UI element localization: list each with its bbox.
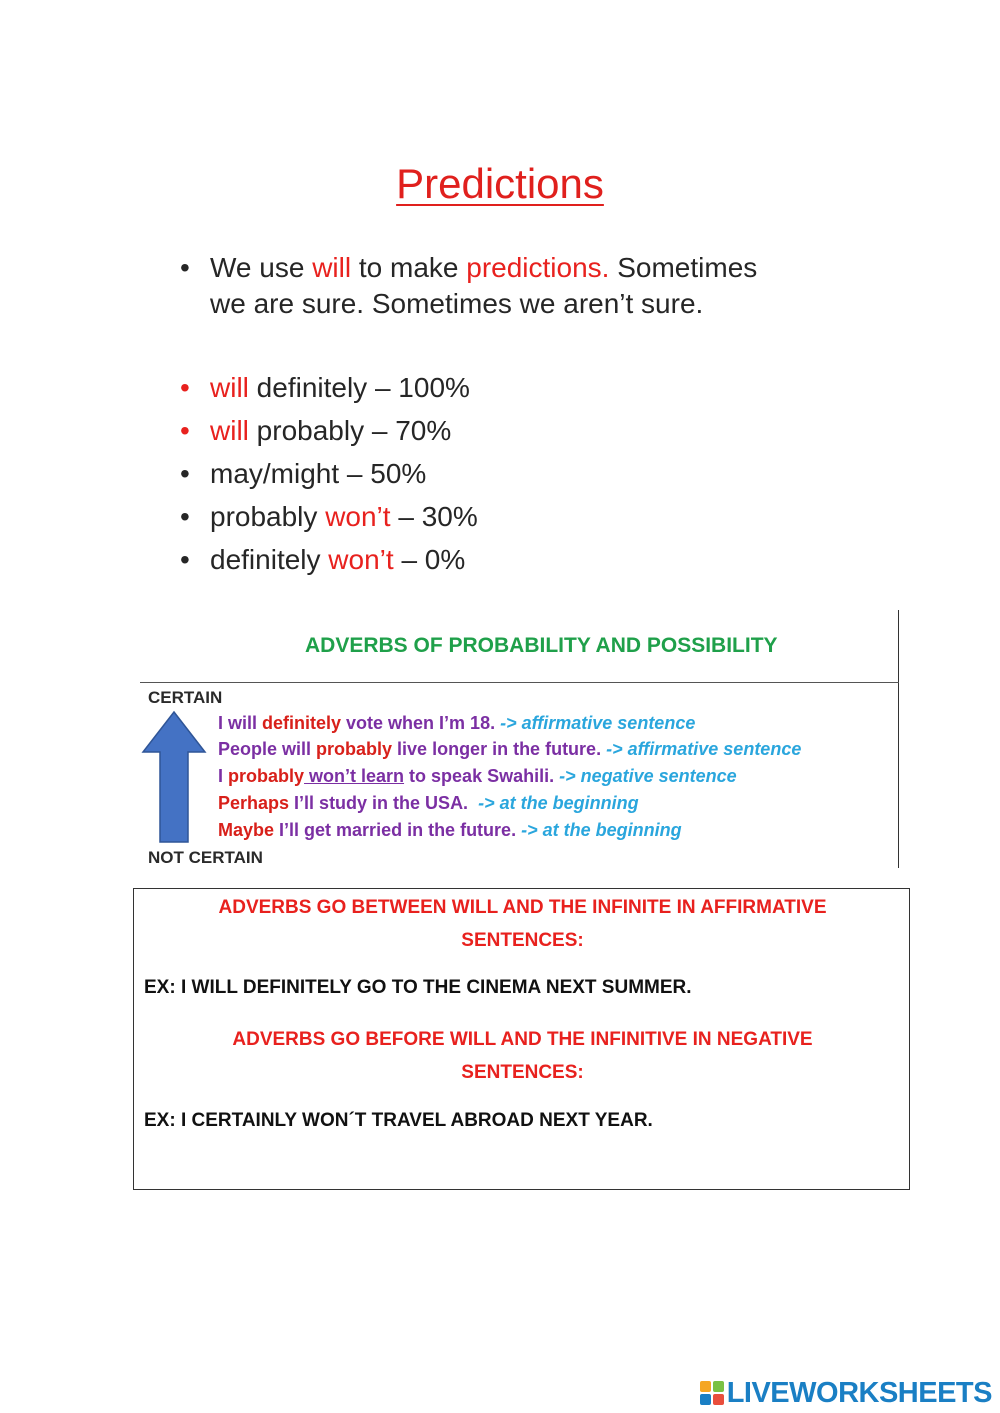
bullet-dot-icon: • (180, 501, 190, 532)
logo-text: LIVEWORKSHEETS (726, 1376, 992, 1409)
scale-item-30 (180, 499, 478, 535)
liveworksheets-logo (700, 1376, 992, 1410)
scale-text: probably – 70% (248, 415, 452, 446)
logo-icon (700, 1381, 724, 1405)
bullet-dot-icon: • (180, 252, 190, 283)
scale-item-100 (180, 370, 470, 406)
scale-item-0 (180, 542, 465, 578)
page-title: Predictions (396, 160, 604, 207)
rule-negative: ADVERBS GO BEFORE WILL AND THE INFINITIVE IN NEGATIVE SENTENCES: (232, 1029, 813, 1083)
rules-box (133, 888, 910, 1190)
section-divider-vertical (898, 610, 899, 868)
intro-line2: we are sure. Sometimes we aren’t sure. (210, 288, 704, 319)
intro-text: to make (351, 252, 467, 283)
up-arrow-icon (141, 710, 207, 844)
bullet-dot-icon: • (180, 544, 190, 575)
intro-predictions: predictions. (466, 252, 610, 283)
adverb-word: Maybe (218, 820, 275, 840)
certain-label: CERTAIN (148, 688, 223, 707)
sentence-type-note: -> affirmative sentence (606, 739, 802, 759)
example-row: Maybe I’ll get married in the future. -> at the beginning (218, 820, 682, 840)
sentence-type-note: -> at the beginning (478, 793, 639, 813)
example-row: I will definitely vote when I’m 18. -> affirmative sentence (218, 713, 696, 733)
adverb-word: probably (316, 739, 393, 759)
adverb-word: Perhaps (218, 793, 290, 813)
sentence-type-note: -> affirmative sentence (500, 713, 696, 733)
bullet-dot-icon: • (180, 458, 190, 489)
adverb-word: probably (228, 766, 305, 786)
example-affirmative: EX: I WILL DEFINITELY GO TO THE CINEMA NEXT SUMMER. (144, 977, 692, 998)
section-divider-horizontal (140, 682, 899, 683)
scale-item-70 (180, 413, 451, 449)
adverb-word: definitely (262, 713, 342, 733)
scale-keyword: will (210, 415, 249, 446)
not-certain-label: NOT CERTAIN (148, 848, 263, 867)
sentence-type-note: -> at the beginning (521, 820, 682, 840)
intro-text: We use (210, 252, 313, 283)
underlined-verb: won’t learn (304, 766, 405, 786)
scale-text: – 30% (390, 501, 478, 532)
sentence-type-note: -> negative sentence (559, 766, 737, 786)
example-negative: EX: I CERTAINLY WON´T TRAVEL ABROAD NEXT YEAR. (144, 1110, 653, 1131)
scale-keyword: won’t (328, 544, 394, 575)
example-row: People will probably live longer in the future. -> affirmative sentence (218, 739, 802, 759)
intro-will: will (312, 252, 352, 283)
intro-bullet (180, 250, 757, 322)
scale-keyword: will (210, 372, 249, 403)
scale-text: may/might – 50% (210, 458, 427, 489)
bullet-dot-icon: • (180, 415, 190, 446)
scale-text: definitely (210, 544, 329, 575)
adverbs-title: ADVERBS OF PROBABILITY AND POSSIBILITY (305, 634, 778, 657)
scale-keyword: won’t (325, 501, 391, 532)
scale-text: – 0% (393, 544, 466, 575)
example-row: I probably won’t learn to speak Swahili. -> negative sentence (218, 766, 737, 786)
scale-text: probably (210, 501, 326, 532)
scale-item-50 (180, 456, 426, 492)
bullet-dot-icon: • (180, 372, 190, 403)
scale-text: definitely – 100% (248, 372, 470, 403)
example-row: Perhaps I’ll study in the USA. -> at the beginning (218, 793, 639, 813)
rule-affirmative: ADVERBS GO BETWEEN WILL AND THE INFINITE IN AFFIRMATIVE SENTENCES: (218, 897, 827, 951)
intro-text: Sometimes (609, 252, 758, 283)
